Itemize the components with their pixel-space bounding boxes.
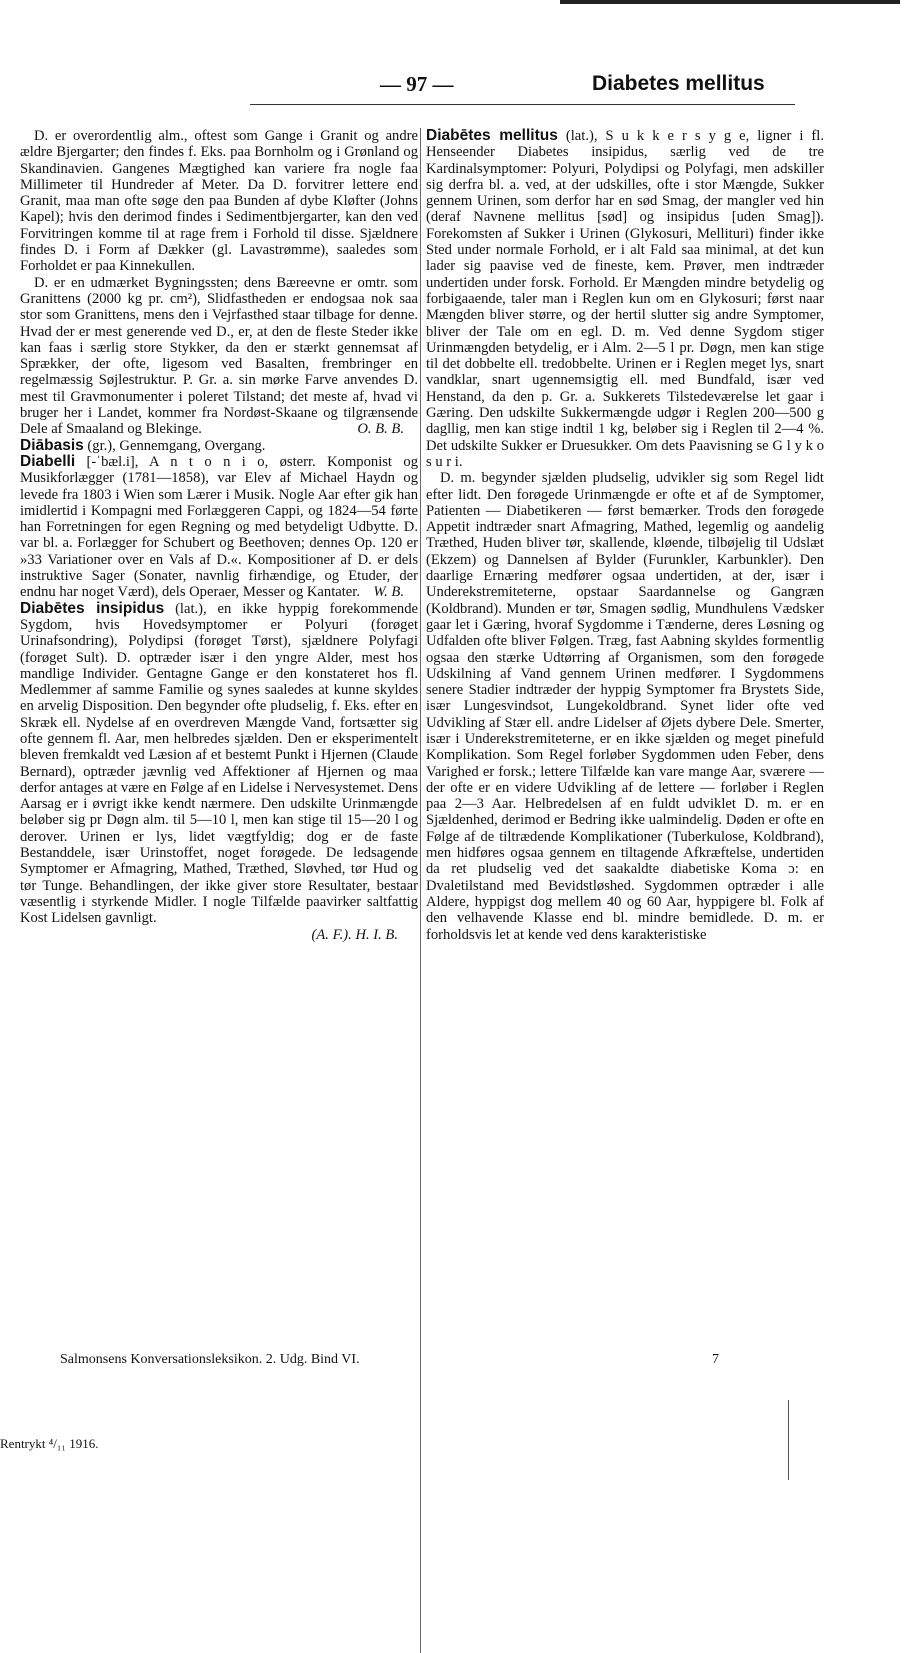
insipidus-text: (lat.), en ikke hyppig forekommende Sygdom, hvis Hovedsymptomer er Polyuri (forøget Urinafsondring), Polydipsi (forøget Tørst), sjældnere Polyfagi (forøget Sult). D. optræder især i den yngre Alder, mest hos mandlige Individer. Gentagne Gange er den konstateret hos fl. Medlemmer af samme Familie og synes saaledes at kunne skyldes en arvelig Disposition. Den begynder ofte pludselig, f. Eks. efter en Skræk ell. Nydelse af en overdreven Mængde Vand, fortsætter sig ofte gennem fl. Aar, men helbredes sjælden. Den er eksperimentelt bleven fremkaldt ved Læsion af et bestemt Punkt i Hjernen (Claude Bernard), optræder jævnlig ved Affektioner af Hjernen og maa derfor antages at være en Følge af en Lidelse i Nervesystemet. Dens Aarsag er i øvrigt ikke kendt nærmere. Den udskilte Urinmængde beløber sig pr Døgn alm. til 5—10 l, men kan stige til 15—20 l og derover. Urinen er lys, lidet vægtfyldig; dog er de faste Bestanddele, især Urinstoffet, noget forøgede. De ledsagende Symptomer er Afmagring, Mathed, Træthed, Sløvhed, tør Hud og tør Tunge. Behandlingen, der ikke giver store Resultater, bestaar væsentlig i styrkende Midler. I nogle Tilfælde paavirker saltfattig Kost Lidelsen gavnligt. <box>20 600 418 927</box>
headword-diabetes-insipidus: Diabētes insipidus <box>20 599 165 617</box>
entry-diabetes-insipidus <box>20 601 418 927</box>
granit-paragraph-1: D. er overordentlig alm., oftest som Gange i Granit og andre ældre Bjergarter; den findes f. Eks. paa Bornholm og i Grønland og Skandinavien. Gangenes Mægtighed kan variere fra nogle faa Millimeter til Hundreder af Meter. Da D. forvitrer lettere end Granit, maa man ofte søge den paa Bunden af dybe Kløfter (Johns Kapel); hvis den derimod findes i Sedimentbjergarter, kan den ved Forvitringen komme til at rage frem i Forhold til disse. Sjældnere findes D. i Form af Dækker (gl. Lavastrømme), saaledes som Forholdet er paa Kinnekullen. <box>20 128 418 275</box>
top-edge-rule <box>560 0 900 4</box>
granit-paragraph-2-text: D. er en udmærket Bygningssten; dens Bæreevne er omtr. som Granittens (2000 kg pr. cm²), Slidfastheden er endogsaa nok saa stor som Granittens, mens den i Vejrfasthed staar tilbage for denne. Hvad der er mest generende ved D., er, at den de fleste Steder ikke kan faas i særlig store Stykker, da den er stærkt gennemsat af Sprækker, der ofte, ligesom ved Basalten, frembringer en regelmæssig Søjlestruktur. P. Gr. a. sin mørke Farve anvendes D. mest til Gravmonumenter i poleret Tilstand; det meste af, hvad vi bruger her i Landet, kommer fra Nordøst-Skaane og tilgrænsende Dele af Smaaland og Blekinge. <box>20 274 418 438</box>
headword-diabasis: Diābasis <box>20 436 84 454</box>
entry-diabetes-mellitus <box>426 128 824 470</box>
header-rule <box>250 104 795 105</box>
diabelli-text: [-ˈbæl.i], A n t o n i o, østerr. Komponist og Musikforlægger (1781—1858), var Elev af Michael Haydn og levede fra 1803 i Wien som Lærer i Musik. Nogle Aar efter gik han imidlertid i Kompagni med Forlæggeren Cappi, og 1824—54 førte han Forretningen for egen Regning og med betydeligt Udbytte. D. var bl. a. Forlægger for Schubert og Beethoven; dennes Op. 120 er »33 Variationer over en Vals af D.«. Kompositioner af D. er dels instruktive Sager (Sonater, navnlig firhændige, og Etuder, der endnu har noget Værd), dels Operaer, Messer og Kantater. <box>20 453 418 601</box>
signature-mark: 7 <box>712 1352 719 1367</box>
print-stamp: Rentrykt ⁴/₁₁ 1916. <box>0 1436 99 1451</box>
headword-diabetes-mellitus: Diabētes mellitus <box>426 127 558 144</box>
granit-signature: O. B. B. <box>357 421 404 438</box>
mellitus-paragraph-2: D. m. begynder sjælden pludselig, udvikler sig som Regel lidt efter lidt. Den forøgede Urinmængde er ofte et af de Symptomer, Patienten — Diabetikeren — først bemærker. Trods den forøgede Appetit indtræder snart Afmagring, Mathed, legemlig og aandelig Træthed, Huden bliver tør, skallende, kløende, tilbøjelig til Udslæt (Ekzem) og Dannelsen af Bylder (Furunkler, Karbunkler). Den daarlige Ernæring medfører ogsaa undertiden, at der, især i Underekstremiteterne, opstaar Saardannelse og Gangræn (Koldbrand). Munden er tør, Smagen sødlig, Mundhulens Vædsker gaar let i Gæring, hvoraf Sygdomme i Tænderne, deres Løsning og Udfalden ofte bliver Følgen. Træg, fast Aabning skyldes formentlig ogsaa den stærke Udtørring af Organismen, som den forøgede Udskilning af Vand gennem Urinen medfører. I Sygdommens senere Stadier indtræder der hyppig Symptomer fra Brystets Side, især Lungesvindsot, Lungekoldbrand. Synet lider ofte ved Udvikling af Stær ell. andre Lidelser af Øjets dybere Dele. Smerter, især i Underekstremiteterne, er en ikke sjælden og meget pinefuld Komplikation. Som Regel forløber Sygdommen uden Feber, dens Varighed er forsk.; lettere Tilfælde kan vare mange Aar, sværere — der ofte er en videre Udvikling af de lettere — forløber i Reglen paa 2—3 Aar. Helbredelsen af en fuldt udviklet D. m. er en Sjældenhed, derimod er Bedring ikke ualmindelig. Døden er ofte en Følge af de tiltrædende Komplikationer (Tuberkulose, Koldbrand), men hidføres ogsaa gennem en tiltagende Afkræftelse, undertiden da ret pludselig ved det saakaldte diabetiske Koma ɔ: en Dvaletilstand med Bevidstløshed. Sygdommen optræder i alle Aldere, hyppigst dog mellem 40 og 60 Aar, hyppigere bl. Folk af den velhavende Klasse end bl. mindre bemidlede. D. m. er forholdsvis let at kende ved dens karakteristiske <box>426 470 824 943</box>
insipidus-signature: (A. F.). H. I. B. <box>311 926 398 943</box>
column-divider <box>420 128 421 1653</box>
left-column <box>20 128 418 943</box>
diabasis-text: (gr.), Gennemgang, Overgang. <box>83 437 266 454</box>
granit-paragraph-2 <box>20 275 418 438</box>
running-head: Diabetes mellitus <box>592 72 765 95</box>
headword-diabelli: Diabelli <box>20 452 76 470</box>
page-frame-edge <box>788 1400 789 1480</box>
right-column <box>426 128 824 943</box>
page-number: — 97 — <box>380 72 454 96</box>
entry-diabasis <box>20 438 418 454</box>
mellitus-paragraph-1: (lat.), S u k k e r s y g e, ligner i fl. Henseender Diabetes insipidus, særlig ved de tre Kardinalsymptomer: Polyuri, Polydipsi og Polyfagi, men adskiller sig derfra bl. a. ved, at der udskilles, ofte i stor Mængde, Sukker gennem Urinen, som derfor har en sød Smag, der mangler ved hin (deraf Navnene mellitus [sød] og insipidus [uden Smag]). Forekomsten af Sukker i Urinen (Glykosuri, Mellituri) finder ikke Sted under normale Forhold, er i alt Fald saa minimal, at det kun lader sig paavise ved de fineste, kem. Prøver, men indtræder undertiden under forsk. Forhold. Er Mængden mindre betydelig og forbigaaende, taler man i Reglen kun om en Glykosuri; først naar Mængden bliver større, og der hertil slutter sig andre Symptomer, bliver der Tale om en egl. D. m. Ved denne Sygdom stiger Urinmængden betydelig, er i Alm. 2—5 l pr. Døgn, men kan stige til det dobbelte ell. tredobbelte. Urinen er i Reglen meget lys, snart vandklar, snart ugennemsigtig ell. med Bundfald, især ved Henstand, da den p. Gr. a. Sukkerets Tilstedeværelse let gaar i Gæring. Den udskilte Sukkermængde udgør i Reglen 200—500 g dagllig, men kan stige indtil 1 kg, beløber sig i Reglen til 2—4 %. Det udskilte Sukker er Druesukker. Om dets Paavisning se G l y k o s u r i. <box>426 128 824 470</box>
publication-footer: Salmonsens Konversationsleksikon. 2. Udg. Bind VI. <box>60 1352 360 1367</box>
diabelli-signature: W. B. <box>373 584 404 601</box>
entry-diabelli <box>20 454 418 601</box>
